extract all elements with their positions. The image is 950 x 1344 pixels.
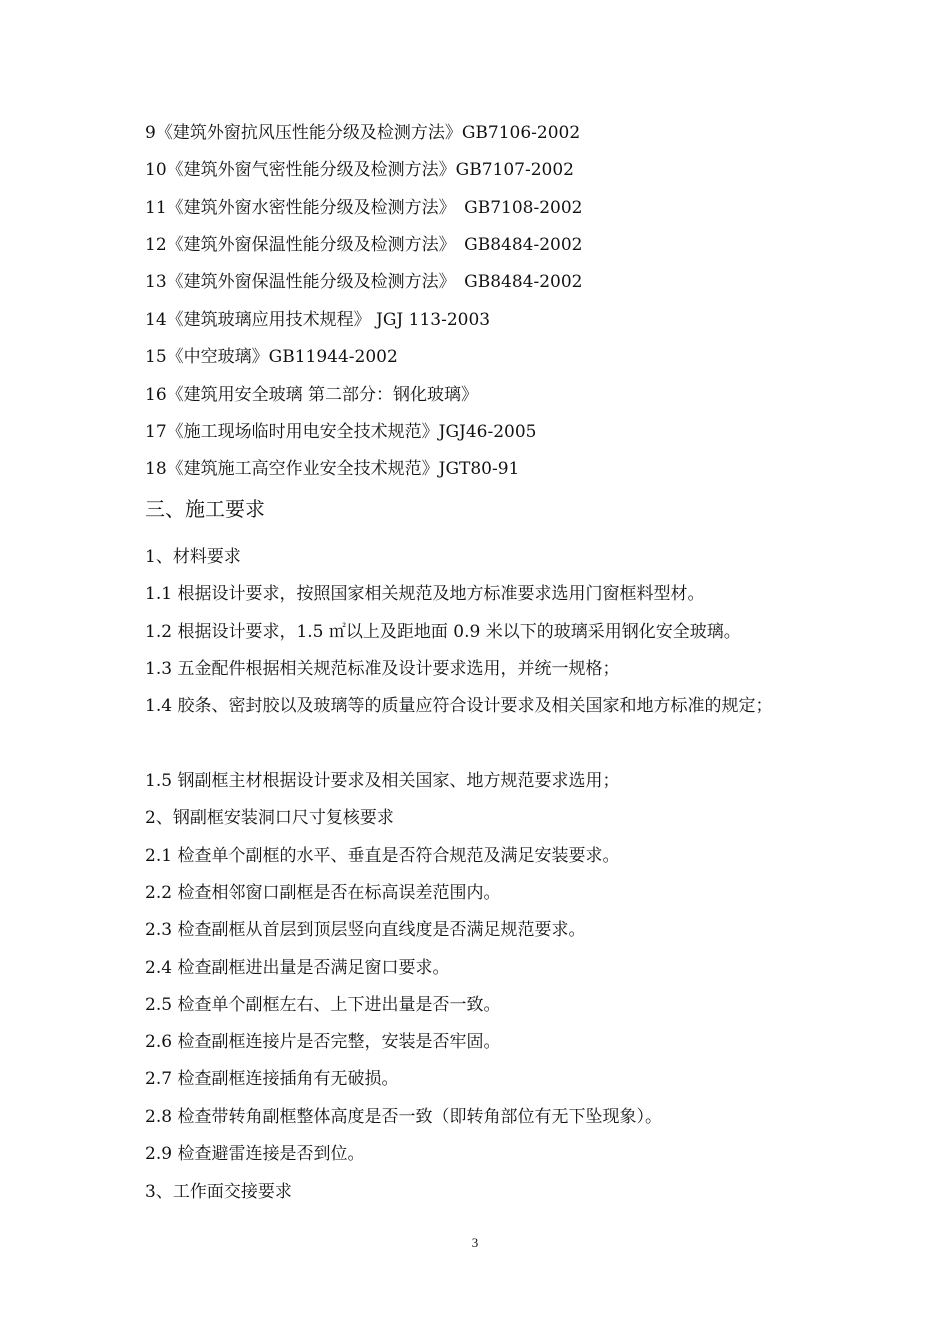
subframe-item: 2.8 检查带转角副框整体高度是否一致（即转角部位有无下坠现象）。 xyxy=(145,1107,662,1127)
reference-item: 17《施工现场临时用电安全技术规范》JGJ46-2005 xyxy=(145,422,537,442)
reference-item: 13《建筑外窗保温性能分级及检测方法》 GB8484-2002 xyxy=(145,272,583,292)
section-heading: 三、施工要求 xyxy=(145,497,265,521)
subframe-item: 2.2 检查相邻窗口副框是否在标高误差范围内。 xyxy=(145,883,501,903)
handover-title: 3、工作面交接要求 xyxy=(145,1182,292,1202)
subframe-item: 2.4 检查副框进出量是否满足窗口要求。 xyxy=(145,958,450,978)
subframe-item: 2.6 检查副框连接片是否完整，安装是否牢固。 xyxy=(145,1032,501,1052)
subframe-item: 2.9 检查避雷连接是否到位。 xyxy=(145,1144,365,1164)
reference-item: 10《建筑外窗气密性能分级及检测方法》GB7107-2002 xyxy=(145,160,574,180)
reference-item: 11《建筑外窗水密性能分级及检测方法》 GB7108-2002 xyxy=(145,198,583,218)
reference-item: 15《中空玻璃》GB11944-2002 xyxy=(145,347,398,367)
reference-item: 18《建筑施工高空作业安全技术规范》JGT80-91 xyxy=(145,459,520,479)
reference-item: 12《建筑外窗保温性能分级及检测方法》 GB8484-2002 xyxy=(145,235,583,255)
subframe-item: 2.3 检查副框从首层到顶层竖向直线度是否满足规范要求。 xyxy=(145,920,586,940)
reference-item: 9《建筑外窗抗风压性能分级及检测方法》GB7106-2002 xyxy=(145,123,581,143)
material-item: 1.2 根据设计要求，1.5 ㎡以上及距地面 0.9 米以下的玻璃采用钢化安全玻璃。 xyxy=(145,622,741,642)
subframe-item: 2.7 检查副框连接插角有无破损。 xyxy=(145,1069,399,1089)
material-item: 1.3 五金配件根据相关规范标准及设计要求选用，并统一规格； xyxy=(145,659,620,679)
reference-item: 14《建筑玻璃应用技术规程》 JGJ 113-2003 xyxy=(145,310,491,330)
material-item: 1.1 根据设计要求，按照国家相关规范及地方标准要求选用门窗框料型材。 xyxy=(145,584,705,604)
subframe-item: 2.1 检查单个副框的水平、垂直是否符合规范及满足安装要求。 xyxy=(145,846,620,866)
material-item: 1.5 钢副框主材根据设计要求及相关国家、地方规范要求选用； xyxy=(145,771,620,791)
subframe-title: 2、钢副框安装洞口尺寸复核要求 xyxy=(145,808,394,828)
material-item: 1.4 胶条、密封胶以及玻璃等的质量应符合设计要求及相关国家和地方标准的规定； xyxy=(145,696,773,716)
material-title: 1、材料要求 xyxy=(145,547,241,567)
subframe-item: 2.5 检查单个副框左右、上下进出量是否一致。 xyxy=(145,995,501,1015)
reference-item: 16《建筑用安全玻璃 第二部分：钢化玻璃》 xyxy=(145,385,479,405)
page-number: 3 xyxy=(471,1235,479,1250)
